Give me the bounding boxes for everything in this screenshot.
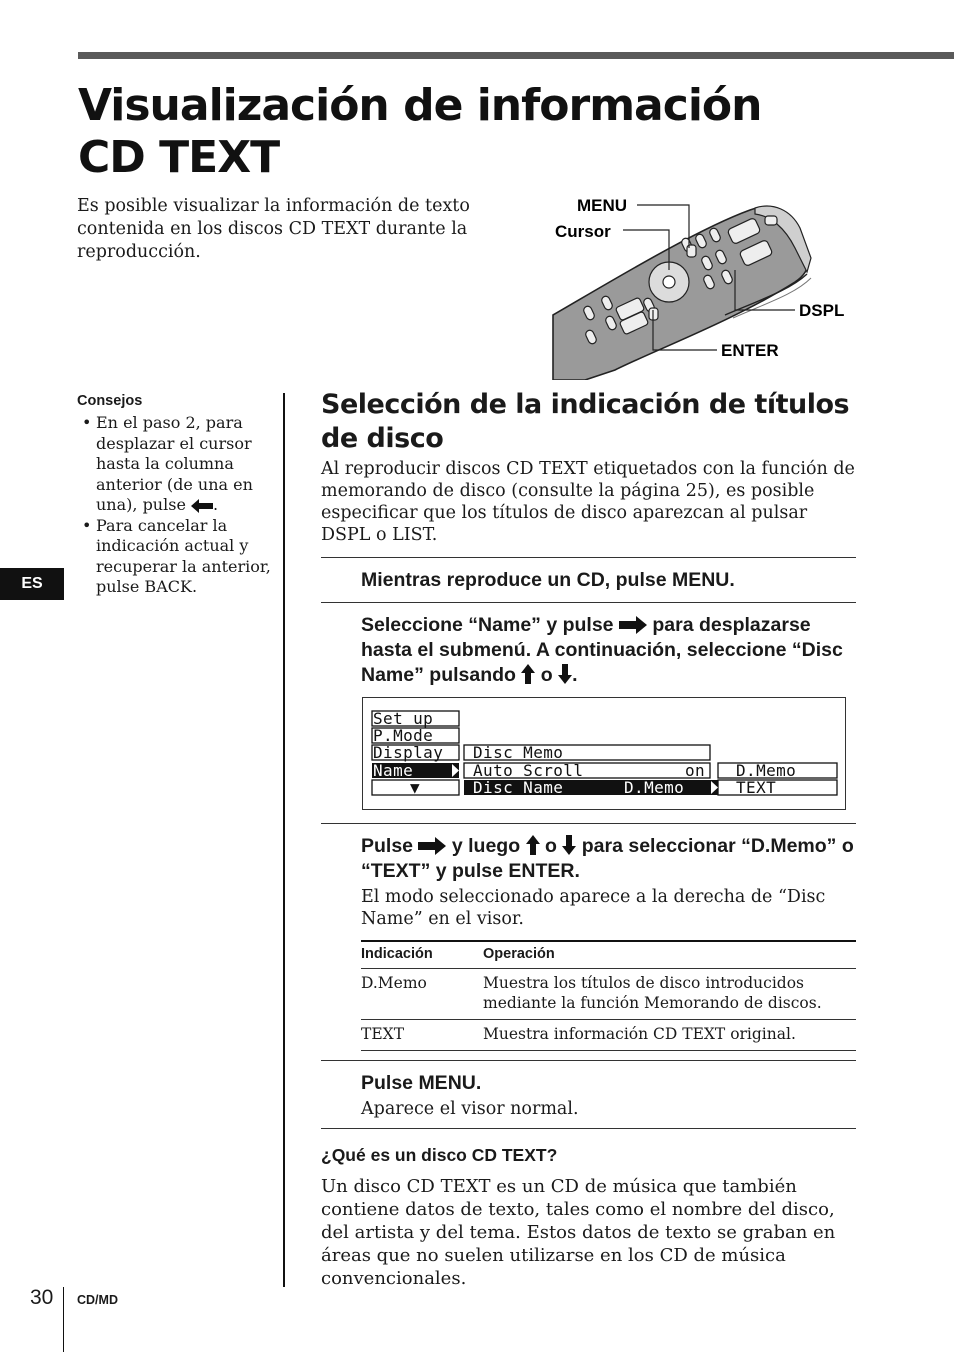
step-3-text-a: Pulse xyxy=(361,835,414,857)
step-2-text-c: o xyxy=(540,664,553,686)
step-2 xyxy=(361,613,861,688)
lcd-menu-setup: Set up xyxy=(373,709,434,728)
tip-item xyxy=(77,413,277,516)
lcd-sub-disc-name: Disc Name xyxy=(473,778,564,797)
down-arrow-icon xyxy=(558,664,572,684)
page-number: 30 xyxy=(30,1286,54,1309)
lcd-sub-disc-memo: Disc Memo xyxy=(473,743,564,762)
table-cell: TEXT xyxy=(361,1020,483,1051)
step-divider xyxy=(321,602,856,603)
step-4-note: Aparece el visor normal. xyxy=(361,1099,579,1119)
step-3-text-c: o xyxy=(544,835,557,857)
lcd-sub-auto-scroll-value: on xyxy=(685,761,706,780)
step-divider xyxy=(321,1060,856,1061)
lcd-display xyxy=(362,697,846,810)
step-3 xyxy=(361,834,861,884)
step-3-note: El modo seleccionado aparece a la derecha de “Disc Name” en el visor. xyxy=(361,887,826,929)
right-arrow-icon xyxy=(619,616,647,634)
step-2-text-d: . xyxy=(572,664,578,686)
table-cell: Muestra información CD TEXT original. xyxy=(483,1020,856,1051)
lcd-sub-disc-name-value: D.Memo xyxy=(624,778,685,797)
remote-control-illustration xyxy=(545,190,865,380)
right-arrow-icon xyxy=(418,837,446,855)
language-tab: ES xyxy=(0,568,64,600)
step-1: Mientras reproduce un CD, pulse MENU. xyxy=(361,569,735,591)
tip-item: • Para cancelar la indicación actual y recuperar la anterior, pulse BACK. xyxy=(77,516,277,598)
step-3-text-b: y luego xyxy=(451,835,521,857)
table-row xyxy=(361,969,856,1020)
page-title-line2: CD TEXT xyxy=(78,132,280,183)
table-header-operacion: Operación xyxy=(483,941,856,969)
lcd-option-text: TEXT xyxy=(736,778,777,797)
tip-1-end: . xyxy=(213,495,219,514)
step-4: Pulse MENU. xyxy=(361,1072,482,1094)
page-title xyxy=(78,80,778,184)
enter-label: ENTER xyxy=(721,341,779,360)
cursor-label: Cursor xyxy=(555,222,611,241)
step-divider xyxy=(321,823,856,824)
table-cell: D.Memo xyxy=(361,969,483,1020)
lcd-menu-more: ▼ xyxy=(410,778,421,797)
table-header-row xyxy=(361,941,856,969)
table-cell: Muestra los títulos de disco introducidos mediante la función Memorando de discos. xyxy=(483,969,856,1020)
up-arrow-icon xyxy=(526,835,540,855)
page-title-line1: Visualización de información xyxy=(78,80,762,131)
tip-1-text: En el paso 2, para desplazar el cursor hasta la columna anterior (de una en una), pulse xyxy=(96,413,253,514)
step-2-text-b: para desplazarse hasta el submenú. A continuación, seleccione “Disc Name” pulsando xyxy=(361,614,843,686)
faq-heading: ¿Qué es un disco CD TEXT? xyxy=(321,1145,558,1165)
tips-heading: Consejos xyxy=(77,393,143,409)
step-divider xyxy=(321,557,856,558)
faq-body: Un disco CD TEXT es un CD de música que también contiene datos de texto, tales como el nombre del disco, del artista y del tema. Estos datos de texto se graban en áreas que no suelen utilizarse en los CD de música convencionales. xyxy=(321,1176,836,1289)
lcd-menu-display: Display xyxy=(373,743,444,762)
lcd-menu-name: Name xyxy=(373,761,414,780)
step-2-text-a: Seleccione “Name” y pulse xyxy=(361,614,614,636)
lcd-option-dmemo: D.Memo xyxy=(736,761,797,780)
section-title: Selección de la indicación de títulos de disco xyxy=(321,389,850,454)
menu-label: MENU xyxy=(577,196,628,215)
dspl-label: DSPL xyxy=(799,301,845,320)
table-row xyxy=(361,1020,856,1051)
table-header-indicacion: Indicación xyxy=(361,941,483,969)
up-arrow-icon xyxy=(521,664,535,684)
tips-list xyxy=(77,413,277,598)
lcd-sub-auto-scroll: Auto Scroll xyxy=(473,761,584,780)
footer-label: CD/MD xyxy=(77,1293,118,1307)
left-arrow-icon xyxy=(191,499,213,513)
intro-paragraph: Es posible visualizar la información de texto contenida en los discos CD TEXT durante la reproducción. xyxy=(77,196,470,262)
step-divider xyxy=(321,1128,856,1129)
header-rule xyxy=(78,52,954,59)
lcd-menu-pmode: P.Mode xyxy=(373,726,434,745)
footer-divider xyxy=(63,1287,64,1352)
column-divider xyxy=(283,393,285,1287)
step-3-text-d: para seleccionar “D.Memo” o “TEXT” y pulse ENTER. xyxy=(361,835,854,882)
mode-table xyxy=(361,940,856,1051)
section-intro: Al reproducir discos CD TEXT etiquetados con la función de memorando de disco (consulte la página 25), es posible especificar que los títulos de disco aparezcan al pulsar DSPL o LIST. xyxy=(321,459,855,545)
down-arrow-icon xyxy=(562,835,576,855)
